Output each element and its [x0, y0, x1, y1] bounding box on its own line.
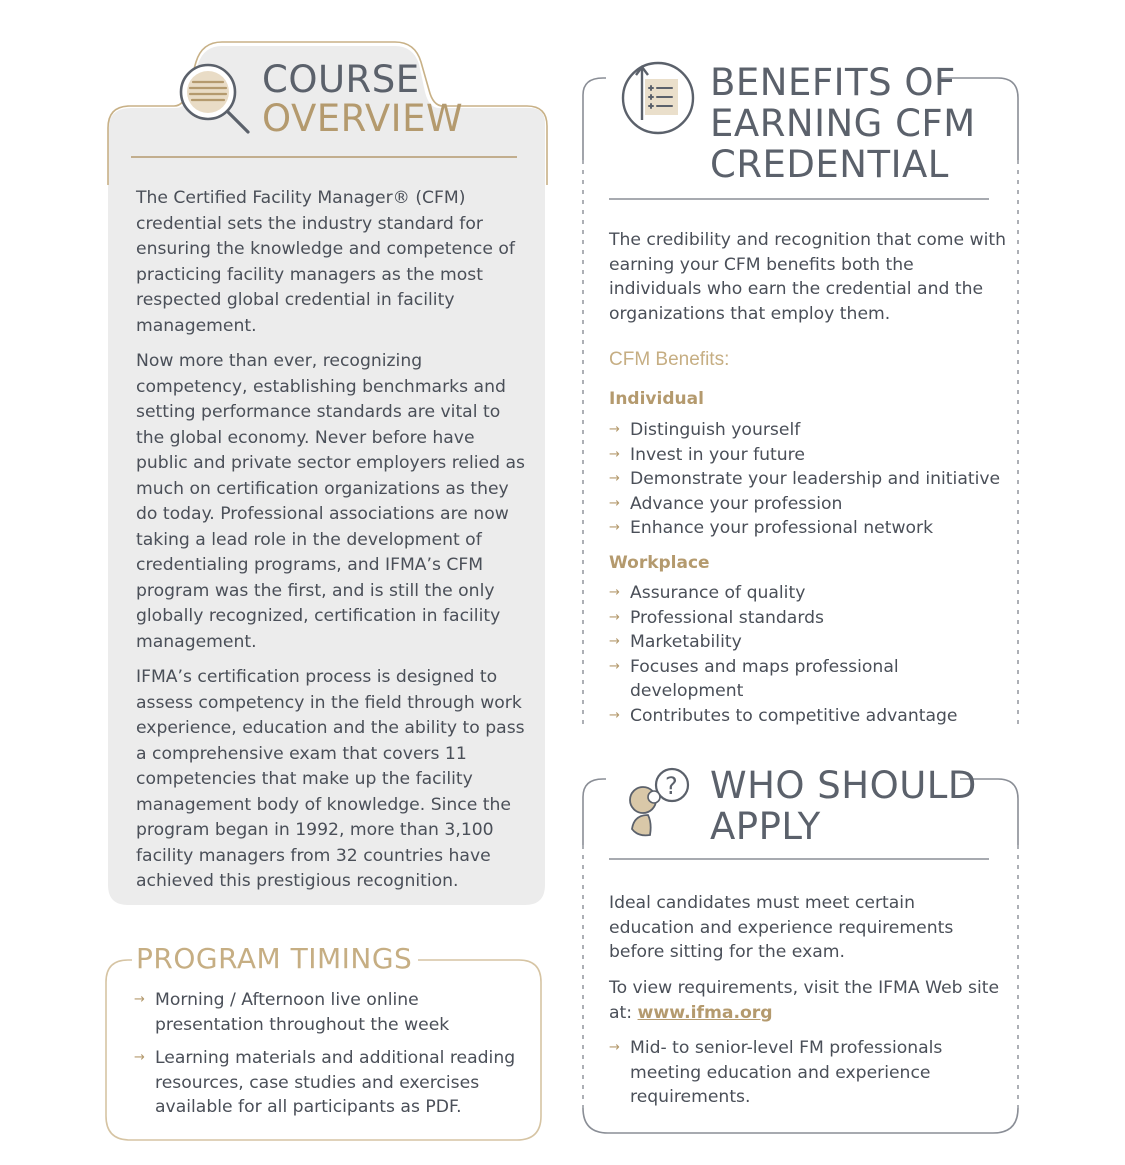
individual-heading: Individual [609, 389, 704, 409]
arrow-right-icon: → [609, 658, 620, 674]
benefits-title-line: CREDENTIAL [710, 143, 949, 186]
course-overview-body [136, 186, 531, 905]
workplace-benefits-list [609, 581, 958, 729]
list-item-text: Enhance your professional network [630, 518, 934, 539]
list-item [609, 467, 1009, 492]
arrow-right-icon: → [609, 1040, 620, 1055]
benefits-subheading: CFM Benefits: [609, 349, 730, 370]
benefits-title-line: BENEFITS OF [710, 61, 956, 104]
list-item-text: Professional standards [630, 607, 824, 628]
who-title-line: WHO SHOULD [710, 764, 977, 807]
checklist-icon [620, 58, 696, 138]
list-item-text: Focuses and maps professional development [630, 656, 899, 702]
arrow-right-icon: → [609, 707, 620, 723]
arrow-right-icon: → [609, 446, 620, 462]
svg-text:?: ? [665, 772, 678, 800]
list-item [609, 581, 909, 606]
individual-benefits-list [609, 418, 1009, 541]
arrow-right-icon: → [609, 634, 620, 650]
list-item [609, 1036, 969, 1110]
search-document-icon [176, 62, 256, 138]
course-overview-title-line1: COURSE [262, 58, 420, 101]
arrow-right-icon: → [609, 422, 620, 437]
course-overview-title [262, 60, 463, 138]
list-item-text: Learning materials and additional reading resources, case studies and exercises available for all participants as PDF. [155, 1048, 516, 1118]
list-item-text: Invest in your future [630, 444, 805, 465]
who-paragraph: Ideal candidates must meet certain education and experience requirements before sitting for the exam. [609, 893, 954, 962]
arrow-right-icon: → [609, 495, 620, 511]
who-requirements-paragraph [609, 976, 1009, 1025]
who-frame-top-left [583, 779, 606, 845]
list-item [609, 704, 1030, 729]
list-item-text: Assurance of quality [630, 583, 806, 603]
who-should-apply-title [710, 765, 977, 847]
list-item [609, 655, 909, 704]
list-item [609, 418, 1009, 443]
benefits-title-line: EARNING CFM [710, 102, 976, 145]
arrow-right-icon: → [609, 609, 620, 625]
list-item-text: Demonstrate your leadership and initiative [630, 469, 1001, 490]
list-item [609, 492, 1009, 517]
list-item [134, 988, 455, 1037]
list-item-text: Morning / Afternoon live online presentation throughout the week [155, 990, 450, 1035]
who-title-line: APPLY [710, 805, 821, 848]
course-overview-title-line2: OVERVIEW [262, 97, 464, 140]
arrow-right-icon: → [609, 471, 620, 487]
course-overview-paragraph: The Certified Facility Manager® (CFM) credential sets the industry standard for ensuring the knowledge and competence of practicing facility managers as the most respected global credential in facility management. [136, 188, 515, 336]
arrow-right-icon: → [609, 585, 620, 600]
who-requirements-text: To view requirements, visit the IFMA Web site at: [609, 978, 1000, 1023]
benefits-title [710, 62, 976, 185]
workplace-heading: Workplace [609, 553, 710, 573]
list-item [609, 606, 909, 631]
program-timings-title: PROGRAM TIMINGS [136, 942, 418, 975]
list-item-text: Advance your profession [630, 493, 843, 514]
list-item [134, 1046, 519, 1120]
list-item [609, 443, 1009, 468]
arrow-right-icon: → [134, 992, 145, 1007]
benefits-frame-top [583, 78, 606, 160]
who-list [609, 1036, 969, 1110]
list-item-text: Mid- to senior-level FM professionals meeting education and experience requirements. [630, 1038, 943, 1108]
arrow-right-icon: → [134, 1050, 145, 1066]
list-item [609, 630, 909, 655]
arrow-right-icon: → [609, 520, 620, 536]
people-question-icon [624, 763, 694, 841]
course-overview-paragraph: Now more than ever, recognizing competency, establishing benchmarks and setting performance standards are vital to the global economy. Never before have public and private sector employers relied as much on certification organizations as they do today. Professional associations are now taking a lead role in the development of credentialing programs, and IFMA’s CFM program was the first, and is still the only globally recognized, certification in facility management. [136, 351, 525, 652]
list-item-text: Marketability [630, 632, 742, 653]
benefits-intro: The credibility and recognition that come with earning your CFM benefits both the individuals who earn the credential and the organizations that employ them. [609, 230, 1007, 324]
course-overview-paragraph: IFMA’s certification process is designed to assess competency in the field through work experience, education and the ability to pass a comprehensive exam that covers 11 competencies that make up the facility management body of knowledge. Since the program began in 1992, more than 3,100 facility managers from 32 countries have achieved this prestigious recognition. [136, 667, 525, 891]
ifma-website-link[interactable]: www.ifma.org [637, 1002, 773, 1023]
list-item [609, 516, 1009, 541]
list-item-text: Contributes to competitive advantage [630, 705, 958, 726]
who-frame-bottom [583, 1108, 1018, 1133]
list-item-text: Distinguish yourself [630, 420, 801, 440]
program-timings-list [134, 988, 519, 1129]
